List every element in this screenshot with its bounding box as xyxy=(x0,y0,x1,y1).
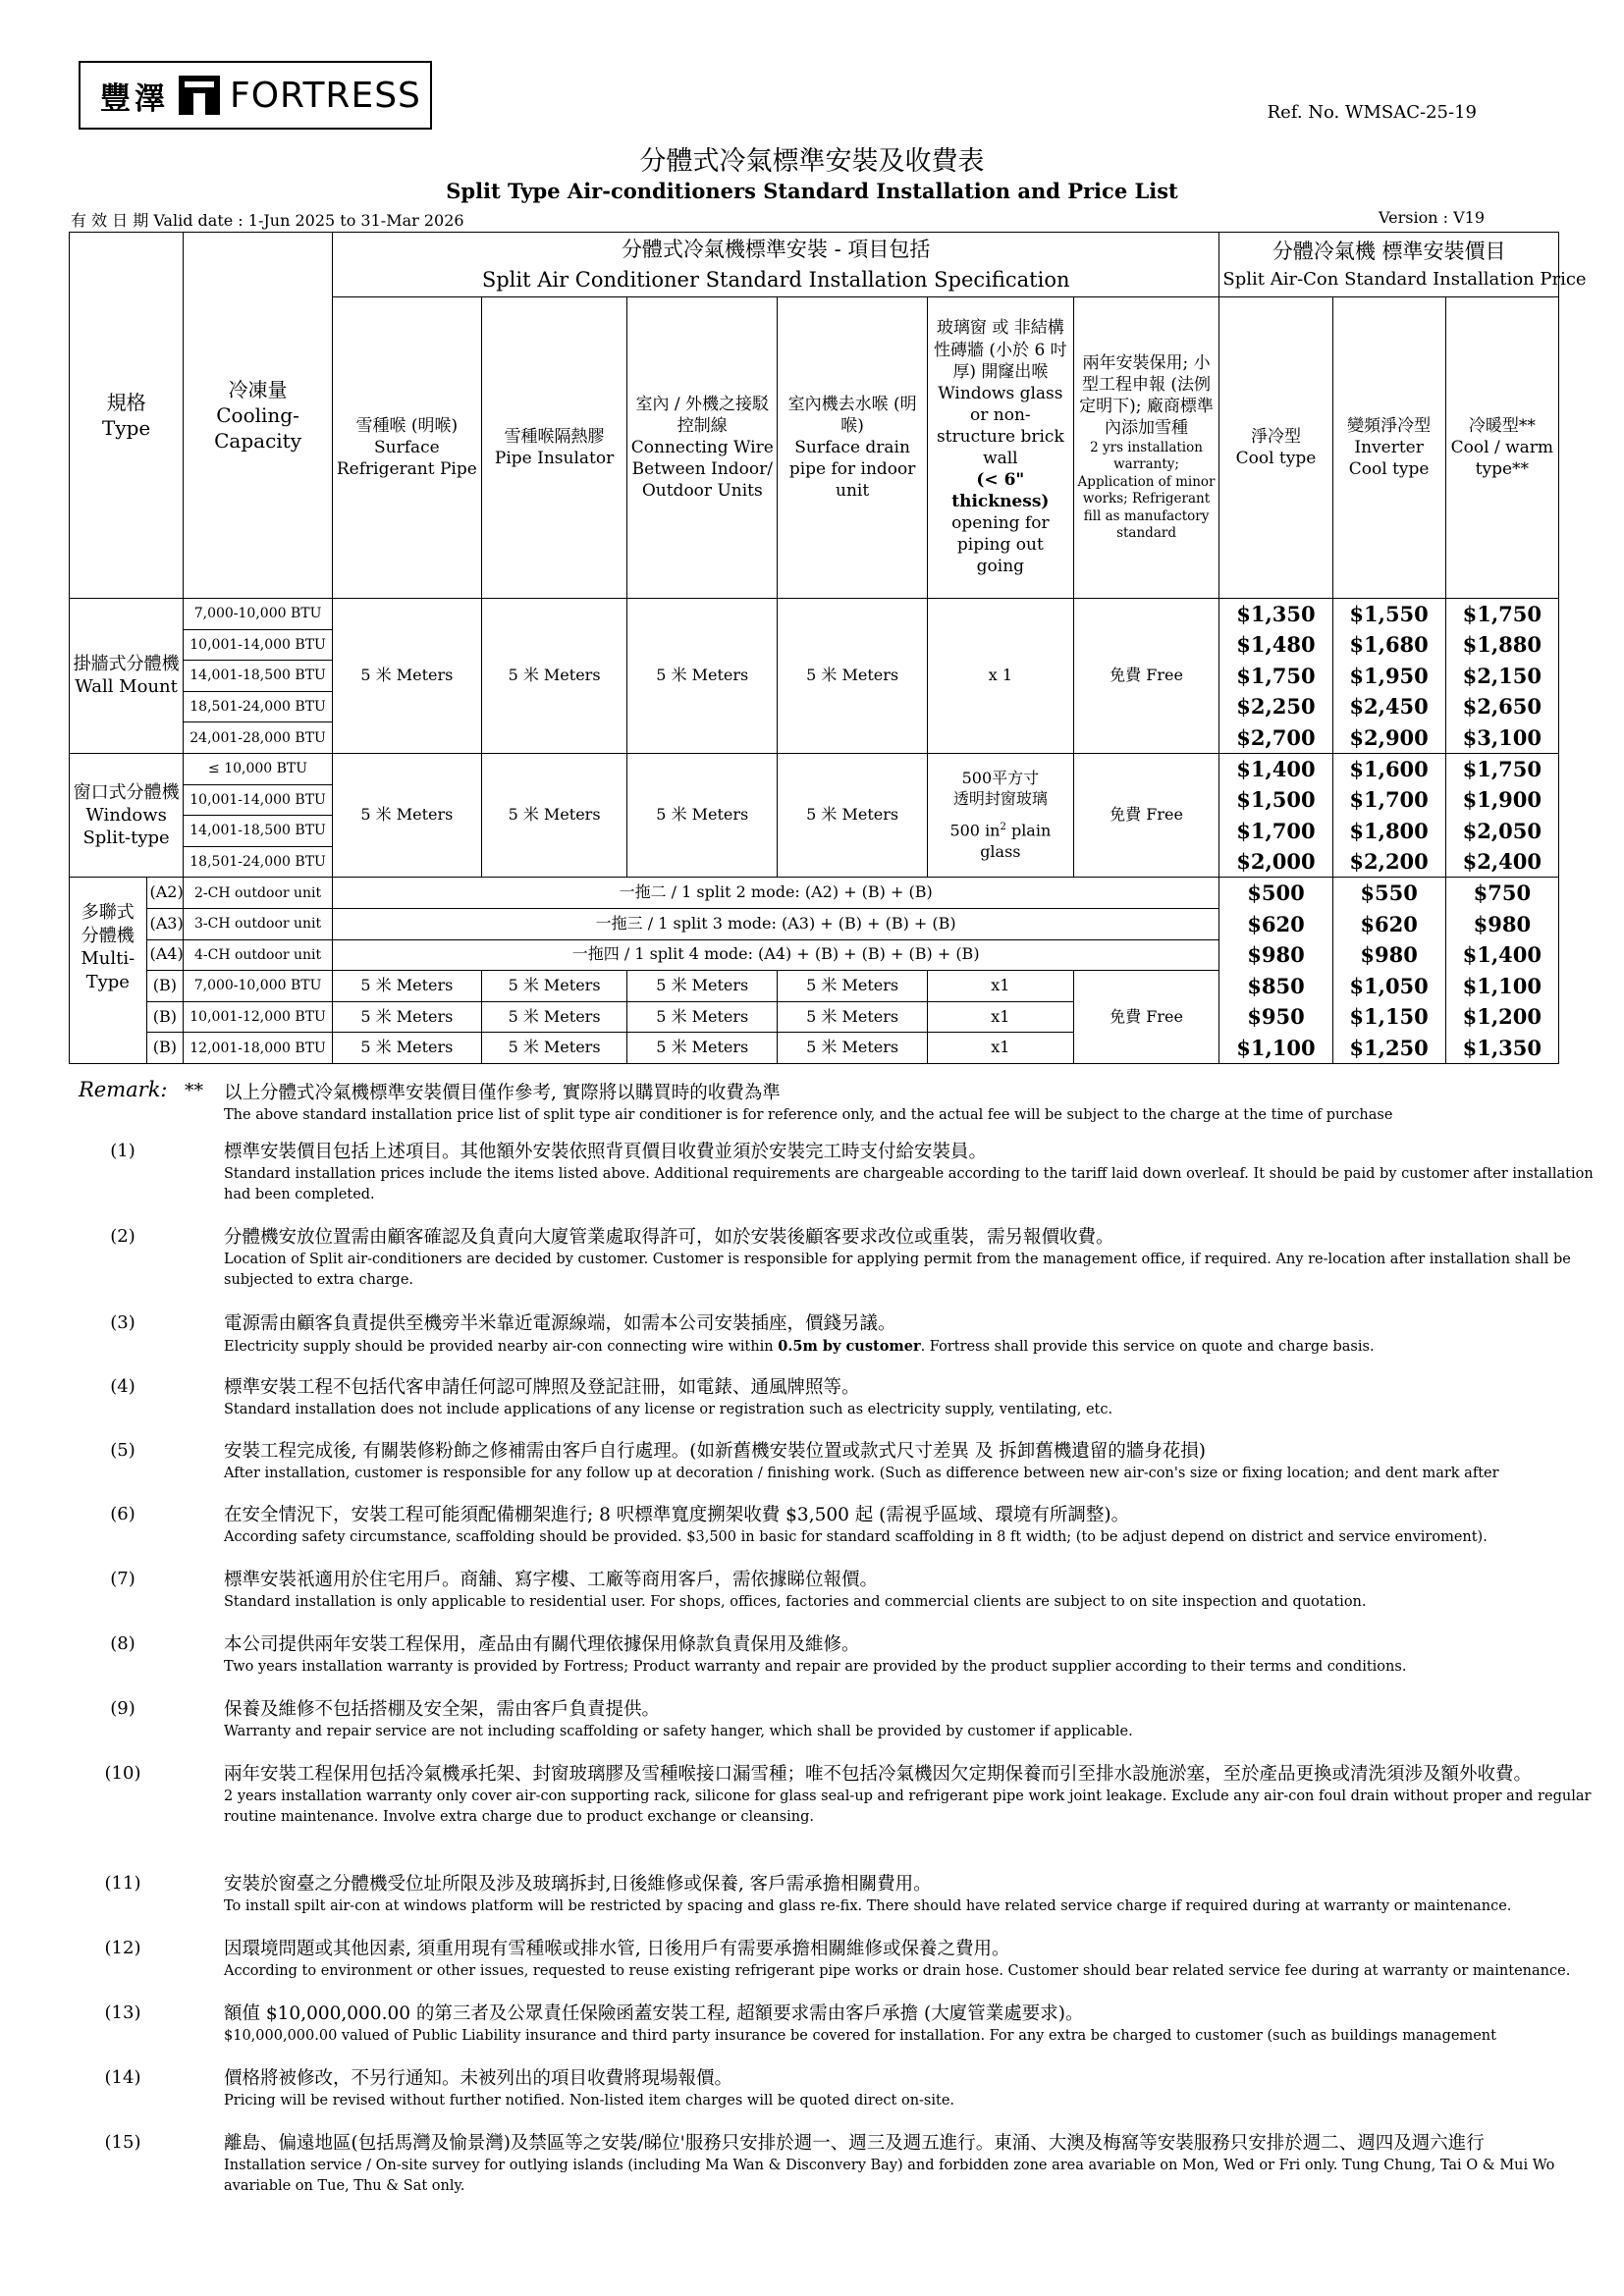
price-cell: $1,150 xyxy=(1332,1001,1445,1033)
capacity-header xyxy=(184,233,333,599)
windows-split-cn: 窗口式分體機 xyxy=(73,781,180,803)
remark-cn: 標準安裝價目包括上述項目。其他額外安裝依照背頁價目收費並須於安裝完工時支付給安裝員。 xyxy=(224,1142,988,1162)
cool-header xyxy=(1219,297,1332,599)
header-row-1 xyxy=(70,233,1559,297)
remark-en-bold: 0.5m by customer xyxy=(778,1338,921,1356)
version: Version : V19 xyxy=(1379,208,1485,227)
remark-cn: 標準安裝祇適用於住宅用戶。商舖、寫字樓、工廠等商用客戶，需依據睇位報價。 xyxy=(224,1570,879,1590)
remark-en: According to environment or other issues, requested to reuse existing refrigerant pipe works or drain hose. Customer should bear related service fee during at warranty or maintenance. xyxy=(224,1963,1571,1980)
price-cell: $1,250 xyxy=(1332,1033,1445,1064)
warranty-header-en: 2 yrs installation warranty; Application of minor works; Refrigerant fill as manufactory standard xyxy=(1077,439,1216,542)
remark-cn: 兩年安裝工程保用包括冷氣機承托架、封窗玻璃膠及雪種喉接口漏雪種；唯不包括冷氣機因欠定期保養而引至排水設施淤塞，至於產品更換或清洗須涉及額外收費。 xyxy=(224,1764,1533,1785)
remark-number: (4) xyxy=(110,1376,135,1397)
windows-split-label xyxy=(70,753,184,877)
type-header-en: Type xyxy=(101,416,151,440)
btu-cell: 10,001-14,000 BTU xyxy=(184,629,333,661)
warm-header-cn: 冷暖型** xyxy=(1468,415,1536,436)
unit-code: (A3) xyxy=(146,908,184,939)
btu-cell: 24,001-28,000 BTU xyxy=(184,722,333,754)
price-header xyxy=(1219,233,1587,297)
insulator-header-cn: 雪種喉隔熱膠 xyxy=(504,426,605,447)
remark-en-part: . Fortress shall provide this service on quote and charge basis. xyxy=(920,1339,1375,1356)
btu-cell: 14,001-18,500 BTU xyxy=(184,661,333,692)
btu-cell: 10,001-12,000 BTU xyxy=(184,1001,333,1033)
inverter-header xyxy=(1332,297,1445,599)
insulator-header-en: Pipe Insulator xyxy=(494,449,615,468)
drain-cell: 5 米 Meters xyxy=(778,599,928,754)
warranty-cell: 免費 Free xyxy=(1073,971,1219,1064)
price-cell: $1,680 xyxy=(1332,629,1445,661)
glass-cell: x1 xyxy=(928,1001,1074,1033)
remark-number: (12) xyxy=(104,1938,141,1958)
btu-cell: 12,001-18,000 BTU xyxy=(184,1033,333,1064)
remark-en: Pricing will be revised without further notified. Non-listed item charges will be quoted direct on-site. xyxy=(224,2093,955,2109)
price-cell: $850 xyxy=(1219,971,1332,1002)
btu-cell: 18,501-24,000 BTU xyxy=(184,691,333,722)
remark-number: (9) xyxy=(110,1698,135,1719)
price-cell: $1,750 xyxy=(1445,753,1558,784)
remark-en: 2 years installation warranty only cover air-con supporting rack, silicone for glass seal-up and refrigerant pipe work joint leakage. Exclude any air-con foul drain without proper and regular routine maintenance. Involve extra charge due to product exchange or cleansing. xyxy=(224,1789,1592,1826)
type-header xyxy=(70,233,184,599)
price-cell: $1,550 xyxy=(1332,599,1445,630)
tower-icon xyxy=(179,76,220,115)
price-cell: $2,250 xyxy=(1219,691,1332,722)
remark-item xyxy=(104,2132,1618,2197)
table-row xyxy=(70,1001,1559,1033)
mode-cell: 一拖四 / 1 split 4 mode: (A4) + (B) + (B) + (B) + (B) xyxy=(332,939,1218,971)
price-cell: $1,900 xyxy=(1445,784,1558,816)
table-row xyxy=(70,939,1559,971)
insulator-header xyxy=(481,297,627,599)
remark-item xyxy=(110,1440,1618,1484)
price-cell: $980 xyxy=(1445,908,1558,939)
price-cell: $500 xyxy=(1219,878,1332,909)
remark-stars: ** xyxy=(185,1080,203,1101)
price-cell: $3,100 xyxy=(1445,722,1558,754)
remark-label: Remark: xyxy=(79,1078,168,1101)
unit-code: (A4) xyxy=(146,939,184,971)
price-cell: $980 xyxy=(1332,939,1445,971)
pipe-cell: 5 米 Meters xyxy=(332,1033,481,1064)
table-row xyxy=(70,753,1559,784)
spec-header xyxy=(332,233,1218,297)
remark-item xyxy=(104,2067,1618,2111)
unit-code: (B) xyxy=(146,1033,184,1064)
price-table xyxy=(69,232,1587,1064)
glass-cell: x 1 xyxy=(928,599,1074,754)
insulator-cell: 5 米 Meters xyxy=(481,753,627,877)
glass-cell: x1 xyxy=(928,1033,1074,1064)
pipe-cell: 5 米 Meters xyxy=(332,1001,481,1033)
type-header-cn: 規格 xyxy=(106,391,146,414)
price-cell: $2,200 xyxy=(1332,846,1445,878)
remark-item xyxy=(110,1569,1618,1613)
price-cell: $950 xyxy=(1219,1001,1332,1033)
price-cell: $1,480 xyxy=(1219,629,1332,661)
price-cell: $1,400 xyxy=(1219,753,1332,784)
remark-number: (10) xyxy=(104,1763,141,1784)
price-cell: $2,400 xyxy=(1445,846,1558,878)
wall-mount-cn: 掛牆式分體機 xyxy=(73,654,180,675)
capacity-header-cn: 冷凍量 xyxy=(228,378,288,401)
remark-en: Standard installation prices include the items listed above. Additional requirements are chargeable according to the tariff laid down overleaf. It should be paid by customer after installation had been completed. xyxy=(224,1166,1594,1203)
glass-header-cn: 玻璃窗 或 非結構性磚牆 (小於 6 吋厚) 開窿出喉 xyxy=(934,318,1067,382)
glass-header-en: Windows glass or non-structure brick wall xyxy=(936,383,1064,468)
pipe-header xyxy=(332,297,481,599)
remark-item xyxy=(104,1938,1618,1982)
price-cell: $1,750 xyxy=(1445,599,1558,630)
mode-cell: 一拖二 / 1 split 2 mode: (A2) + (B) + (B) xyxy=(332,878,1218,909)
price-cell: $2,000 xyxy=(1219,846,1332,878)
pipe-header-en: Surface Refrigerant Pipe xyxy=(336,437,477,480)
cool-header-cn: 淨冷型 xyxy=(1250,426,1301,447)
drain-cell: 5 米 Meters xyxy=(778,1001,928,1033)
remark-en: According safety circumstance, scaffolding should be provided. $3,500 in basic for standard scaffolding in 8 ft width; (to be adjust depend on district and service enviroment). xyxy=(224,1529,1488,1546)
remark-cn: 保養及維修不包括搭棚及安全架，需由客戶負責提供。 xyxy=(224,1699,661,1720)
remark-cn: 因環境問題或其他因素, 須重用現有雪種喉或排水管, 日後用戶有需要承擔相關維修或保養之費用。 xyxy=(224,1939,1010,1959)
wire-header xyxy=(627,297,778,599)
glass-cell xyxy=(928,753,1074,877)
warm-header xyxy=(1445,297,1558,599)
glass-header xyxy=(928,297,1074,599)
btu-cell: 7,000-10,000 BTU xyxy=(184,599,333,630)
mode-cell: 一拖三 / 1 split 3 mode: (A3) + (B) + (B) + (B) xyxy=(332,908,1218,939)
spec-header-cn: 分體式冷氣機標準安裝 - 項目包括 xyxy=(621,238,931,262)
remark-en: Location of Split air-conditioners are decided by customer. Customer is responsible for applying permit from the management office, if required. Any re-location after installation shall be subjected to extra charge. xyxy=(224,1252,1571,1289)
drain-cell: 5 米 Meters xyxy=(778,1033,928,1064)
remark-number: (11) xyxy=(104,1873,141,1894)
wire-header-en: Connecting Wire Between Indoor/ Outdoor Units xyxy=(630,437,774,502)
btu-cell: 14,001-18,500 BTU xyxy=(184,816,333,847)
price-cell: $1,100 xyxy=(1445,971,1558,1002)
remark-cn: 本公司提供兩年安裝工程保用，產品由有關代理依據保用條款負責保用及維修。 xyxy=(224,1634,860,1655)
glass-header-opening: opening for piping out going xyxy=(951,513,1050,577)
price-cell: $750 xyxy=(1445,878,1558,909)
wall-mount-en: Wall Mount xyxy=(75,676,178,698)
price-cell: $1,350 xyxy=(1445,1033,1558,1064)
remark-en: Two years installation warranty is provided by Fortress; Product warranty and repair are provided by the product supplier according to their terms and conditions. xyxy=(224,1659,1407,1676)
price-cell: $2,900 xyxy=(1332,722,1445,754)
remark-item xyxy=(110,1504,1618,1548)
drain-header-cn: 室內機去水喉 (明喉) xyxy=(787,394,917,436)
pipe-header-cn: 雪種喉 (明喉) xyxy=(355,415,459,436)
remark-en: Standard installation is only applicable to residential user. For shops, offices, factories and commercial clients are subject to on site inspection and quotation. xyxy=(224,1594,1367,1611)
remark-cn: 額值 $10,000,000.00 的第三者及公眾責任保險函蓋安裝工程, 超額要求需由客戶承擔 (大廈管業處要求)。 xyxy=(224,2003,1084,2024)
title-en: Split Type Air-conditioners Standard Installation and Price List xyxy=(446,179,1178,203)
price-cell: $2,650 xyxy=(1445,691,1558,722)
pipe-cell: 5 米 Meters xyxy=(332,971,481,1002)
remark-item xyxy=(110,1698,1618,1742)
glass-type-cn: 透明封窗玻璃 xyxy=(952,788,1048,808)
price-cell: $1,100 xyxy=(1219,1033,1332,1064)
warranty-cell: 免費 Free xyxy=(1073,599,1219,754)
table-row xyxy=(70,908,1559,939)
insulator-cell: 5 米 Meters xyxy=(481,1033,627,1064)
price-cell: $2,700 xyxy=(1219,722,1332,754)
btu-cell: 18,501-24,000 BTU xyxy=(184,846,333,878)
insulator-cell: 5 米 Meters xyxy=(481,1001,627,1033)
remark-item xyxy=(104,1763,1618,1828)
logo-en: FORTRESS xyxy=(230,75,421,116)
cool-header-en: Cool type xyxy=(1235,449,1317,468)
btu-cell: ≤ 10,000 BTU xyxy=(184,753,333,784)
price-cell: $2,450 xyxy=(1332,691,1445,722)
remark-en: Warranty and repair service are not including scaffolding or safety hanger, which shall be provided by customer if applicable. xyxy=(224,1724,1133,1740)
remark-cn: 在安全情況下，安裝工程可能須配備棚架進行; 8 呎標準寬度搠架收費 $3,500 起 (需視乎區域、環境有所調整)。 xyxy=(224,1505,1130,1525)
glass-size-en xyxy=(931,821,1070,862)
wall-mount-label xyxy=(70,599,184,754)
price-header-cn: 分體冷氣機 標準安裝價目 xyxy=(1272,240,1506,264)
multi-type-cn2: 分體機 xyxy=(81,925,135,946)
glass-type-en: plain glass xyxy=(980,821,1052,861)
remark-cn: 安裝於窗臺之分體機受位址所限及涉及玻璃拆封,日後維修或保養, 客戶需承擔相關費用。 xyxy=(224,1874,932,1895)
remark-item xyxy=(104,1873,1618,1917)
table-row xyxy=(70,878,1559,909)
wire-cell: 5 米 Meters xyxy=(627,971,778,1002)
wire-header-cn: 室內 / 外機之接駁控制線 xyxy=(635,394,770,436)
remark-cn: 價格將被修改，不另行通知。未被列出的項目收費將現場報價。 xyxy=(224,2068,733,2089)
multi-type-cn1: 多聯式 xyxy=(81,902,135,924)
wire-cell: 5 米 Meters xyxy=(627,1033,778,1064)
price-cell: $1,750 xyxy=(1219,661,1332,692)
remark-cn: 標準安裝工程不包括代客申請任何認可牌照及登記註冊，如電錶、通風牌照等。 xyxy=(224,1377,860,1398)
unit-code: (B) xyxy=(146,1001,184,1033)
remark-cn: 安裝工程完成後, 有關裝修粉飾之修補需由客戶自行處理。(如新舊機安裝位置或款式尺寸差異 及 拆卸舊機遺留的牆身花損) xyxy=(224,1441,1206,1462)
multi-type-en: Multi-Type xyxy=(81,948,135,992)
price-cell: $1,700 xyxy=(1219,816,1332,847)
inverter-header-cn: 變頻淨冷型 xyxy=(1347,415,1432,436)
remark-en: The above standard installation price list of split type air conditioner is for reference only, and the actual fee will be subject to the charge at the time of purchase xyxy=(224,1107,1393,1124)
remark-item xyxy=(224,1082,1618,1126)
remark-item xyxy=(104,2002,1618,2047)
table-row xyxy=(70,599,1559,630)
remark-number: (7) xyxy=(110,1569,135,1589)
price-cell: $1,400 xyxy=(1445,939,1558,971)
drain-header-en: Surface drain pipe for indoor unit xyxy=(788,437,916,502)
price-cell: $1,950 xyxy=(1332,661,1445,692)
remark-cn: 電源需由顧客負責提供至機旁半米靠近電源線端，如需本公司安裝插座，價錢另議。 xyxy=(224,1313,896,1334)
remark-cn: 以上分體式冷氣機標準安裝價目僅作參考, 實際將以購買時的收費為準 xyxy=(224,1083,781,1103)
inverter-header-en: Inverter Cool type xyxy=(1348,437,1430,480)
remark-item xyxy=(110,1376,1618,1420)
glass-header-thickness: (< 6" thickness) xyxy=(951,470,1050,512)
remark-cn: 離島、偏遠地區(包括馬灣及愉景灣)及禁區等之安裝/睇位'服務只安排於週一、週三及週五進行。東涌、大澳及梅窩等安裝服務只安排於週二、週四及週六進行 xyxy=(224,2133,1485,2154)
remark-item xyxy=(110,1226,1618,1291)
wire-cell: 5 米 Meters xyxy=(627,753,778,877)
remark-en xyxy=(224,1336,1618,1358)
remark-item xyxy=(110,1141,1618,1205)
remark-number: (13) xyxy=(104,2002,141,2023)
price-cell: $1,800 xyxy=(1332,816,1445,847)
remark-number: (6) xyxy=(110,1504,135,1524)
remark-number: (5) xyxy=(110,1440,135,1461)
price-cell: $1,600 xyxy=(1332,753,1445,784)
unit-code: (B) xyxy=(146,971,184,1002)
remark-en: $10,000,000.00 valued of Public Liability insurance and third party insurance be covered for installation. For any extra be charged to customer (such as buildings management xyxy=(224,2028,1496,2045)
unit-code: (A2) xyxy=(146,878,184,909)
price-cell: $1,350 xyxy=(1219,599,1332,630)
glass-size-value: 500 in xyxy=(949,821,1001,840)
logo-cn: 豐澤 xyxy=(100,80,169,117)
price-cell: $1,700 xyxy=(1332,784,1445,816)
price-cell: $980 xyxy=(1219,939,1332,971)
price-cell: $620 xyxy=(1332,908,1445,939)
pipe-cell: 5 米 Meters xyxy=(332,599,481,754)
warm-header-en: Cool / warm type** xyxy=(1450,437,1554,480)
price-cell: $550 xyxy=(1332,878,1445,909)
wire-cell: 5 米 Meters xyxy=(627,1001,778,1033)
price-cell: $1,200 xyxy=(1445,1001,1558,1033)
remark-cn: 分體機安放位置需由顧客確認及負責向大廈管業處取得許可，如於安裝後顧客要求改位或重裝，需另報價收費。 xyxy=(224,1227,1114,1248)
btu-cell: 7,000-10,000 BTU xyxy=(184,971,333,1002)
remark-item xyxy=(110,1312,1618,1358)
price-cell: $620 xyxy=(1219,908,1332,939)
drain-header xyxy=(778,297,928,599)
price-cell: $1,050 xyxy=(1332,971,1445,1002)
remark-en-part: Electricity supply should be provided nearby air-con connecting wire within xyxy=(224,1339,779,1356)
ref-number: Ref. No. WMSAC-25-19 xyxy=(1267,102,1477,123)
table-row xyxy=(70,971,1559,1002)
price-cell: $1,880 xyxy=(1445,629,1558,661)
pipe-cell: 5 米 Meters xyxy=(332,753,481,877)
warranty-header xyxy=(1073,297,1219,599)
btu-cell: 3-CH outdoor unit xyxy=(184,908,333,939)
price-cell: $1,500 xyxy=(1219,784,1332,816)
glass-size-sup: 2 xyxy=(1000,822,1006,833)
price-cell: $2,150 xyxy=(1445,661,1558,692)
glass-cell: x1 xyxy=(928,971,1074,1002)
remark-number: (8) xyxy=(110,1633,135,1654)
price-cell: $2,050 xyxy=(1445,816,1558,847)
insulator-cell: 5 米 Meters xyxy=(481,971,627,1002)
warranty-cell: 免費 Free xyxy=(1073,753,1219,877)
remark-en: Installation service / On-site survey for outlying islands (including Ma Wan & Disconvery Bay) and forbidden zone area avariable on Mon, Wed or Fri only. Tung Chung, Tai O & Mui Wo avariable on Tue, Thu & Sat only. xyxy=(224,2158,1555,2195)
remark-number: (1) xyxy=(110,1141,135,1161)
remark-number: (2) xyxy=(110,1226,135,1247)
wire-cell: 5 米 Meters xyxy=(627,599,778,754)
btu-cell: 2-CH outdoor unit xyxy=(184,878,333,909)
table-row xyxy=(70,1033,1559,1064)
btu-cell: 10,001-14,000 BTU xyxy=(184,784,333,816)
valid-date: 有 效 日 期 Valid date : 1-Jun 2025 to 31-Mar 2026 xyxy=(71,211,464,230)
title-cn: 分體式冷氣標準安裝及收費表 xyxy=(639,146,985,177)
btu-cell: 4-CH outdoor unit xyxy=(184,939,333,971)
windows-split-en: Windows Split-type xyxy=(82,804,170,849)
drain-cell: 5 米 Meters xyxy=(778,971,928,1002)
price-header-en: Split Air-Con Standard Installation Price xyxy=(1222,268,1587,290)
multi-type-label xyxy=(70,878,147,1064)
remark-item xyxy=(110,1633,1618,1678)
remark-en: To install spilt air-con at windows platform will be restricted by spacing and glass re-fix. There should have related service charge if required during at warranty or maintenance. xyxy=(224,1898,1512,1915)
capacity-header-en: Cooling-Capacity xyxy=(214,403,301,453)
spec-header-en: Split Air Conditioner Standard Installation Specification xyxy=(481,267,1070,292)
remark-number: (15) xyxy=(104,2132,141,2153)
remark-en: Standard installation does not include applications of any license or registration such as electricity supply, ventilating, etc. xyxy=(224,1402,1113,1418)
glass-size-cn: 500平方寸 xyxy=(961,768,1040,787)
remark-number: (3) xyxy=(110,1312,135,1333)
warranty-header-cn: 兩年安裝保用; 小型工程申報 (法例定明下); 廠商標準內添加雪種 xyxy=(1079,353,1214,439)
remark-number: (14) xyxy=(104,2067,141,2088)
insulator-cell: 5 米 Meters xyxy=(481,599,627,754)
remark-en: After installation, customer is responsible for any follow up at decoration / finishing work. (Such as difference between new air-con's size or fixing location; and dent mark after xyxy=(224,1466,1499,1482)
drain-cell: 5 米 Meters xyxy=(778,753,928,877)
fortress-logo xyxy=(79,61,432,130)
